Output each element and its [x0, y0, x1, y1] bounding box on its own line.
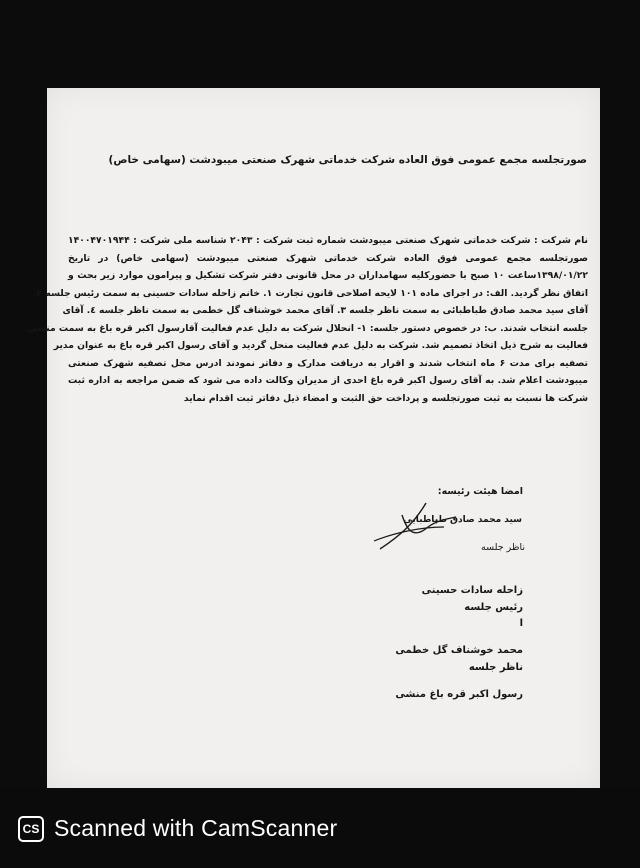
secretary-line: رسول اکبر قره باغ منشی: [395, 689, 523, 700]
body-line: فعالیت به شرح ذیل اتخاذ تصمیم شد. شرکت به دلیل عدم فعالیت منحل گردید و آقای رسول اکبر قره باغ به عنوان مدیر: [53, 340, 588, 351]
signatures-heading: امضا هیئت رئیسه:: [437, 486, 523, 497]
body-line: جلسه انتخاب شدند. ب: در خصوص دستور جلسه: ۱- انحلال شرکت به دلیل عدم فعالیت آقارسول اکبر قره باغ به سمت منشی: [27, 322, 588, 334]
camscanner-logo-icon: CS: [18, 816, 44, 842]
chair-name: زاحله سادات حسینی: [421, 585, 523, 596]
body-line: نام شرکت : شرکت خدماتی شهرک صنعتی میبودشت شماره ثبت شرکت : ۲۰۴۳ شناسه ملی شرکت : ۱۴۰۰۴۷۰۱۹۴۴: [68, 235, 588, 246]
body-line: اتفاق نظر گردید. الف: در اجرای ماده ۱۰۱ لایحه اصلاحی قانون تجارت ۱. خانم زاحله سادات حسینی به سمت رئیس جلسه ۲.: [33, 287, 588, 299]
supervisor-name: سید محمد صادق طباطبایی: [403, 515, 522, 525]
document-body: [27, 232, 588, 407]
body-line: میبودشت اعلام شد. به آقای رسول اکبر قره باغ احدی از مدیران وکالت داده می شود که ضمن مراجعه به اداره ثبت: [68, 375, 588, 386]
document-page: [27, 88, 600, 788]
chair-role: رئیس جلسه: [464, 602, 523, 613]
body-line: صورتجلسه مجمع عمومی فوق العاده شرکت خدماتی شهرک صنعتی میبودشت (سهامی خاص) در تاریخ: [68, 252, 588, 264]
body-line: ۱۳۹۸/۰۱/۲۲ساعت ۱۰ صبح با حضورکلیه سهامداران در محل قانونی دفتر شرکت تشکیل و پیرامون موارد زیر بحث و: [68, 270, 588, 281]
camscanner-watermark: Scanned with CamScanner: [54, 815, 338, 841]
observer-role: ناظر جلسه: [468, 662, 523, 673]
body-line: شرکت ها نسبت به ثبت صورتجلسه و پرداخت حق الثبت و امضاء ذیل دفاتر ثبت اقدام نماید: [183, 392, 588, 404]
body-line: آقای سید محمد صادق طباطبائی به سمت ناظر جلسه ۳. آقای محمد خوشناف گل خطمی به سمت ناظر جلسه ٤. آقای: [62, 305, 588, 316]
supervisor-role: ناظر جلسه: [481, 542, 525, 553]
observer-name: محمد خوشناف گل خطمی: [395, 645, 523, 656]
chair-mark: ا: [519, 618, 523, 629]
body-line: تصفیه برای مدت ۶ ماه انتخاب شدند و اقرار به دریافت مدارک و دفاتر نمودند ادرس محل تصفیه شهرک صنعتی: [68, 357, 588, 369]
document-title: صورتجلسه مجمع عمومی فوق العاده شرکت خدماتی شهرک صنعتی میبودشت (سهامی خاص): [108, 154, 587, 166]
handwritten-signature: [368, 497, 458, 557]
